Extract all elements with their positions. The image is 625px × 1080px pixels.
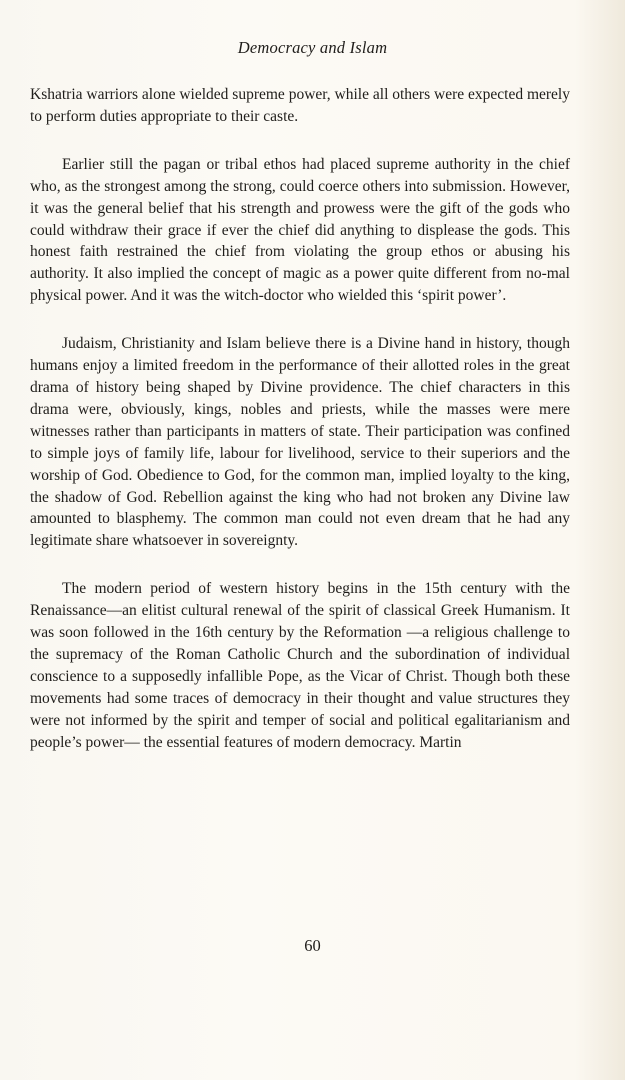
paragraph-modern-period: The modern period of western history begins in the 15th century with the Renaissance—an elitist cultural renewal of the spirit of classical Greek Humanism. It was soon followed in the 16th century by the Reformation —a religious challenge to the supremacy of the Roman Catholic Church and the subordination of individual conscience to a supposedly infallible Pope, as the Vicar of Christ. Though both these movements had some traces of democracy in their thought and value structures they were not informed by the spirit and temper of social and political egalitarianism and people’s power— the essential features of modern democracy. Martin <box>30 580 570 751</box>
running-head: Democracy and Islam <box>237 38 388 57</box>
paragraph-divine-hand: Judaism, Christianity and Islam believe there is a Divine hand in history, though humans enjoy a limited freedom in the performance of their allotted roles in the great drama of history being shaped by Divine providence. The chief characters in this drama were, obviously, kings, nobles and priests, while the masses were mere witnesses rather than participants in matters of state. Their participation was confined to simple joys of family life, labour for livelihood, service to their superiors and the worship of God. Obedience to God, for the common man, implied loyalty to the king, the shadow of God. Rebellion against the king who had not broken any Divine law amounted to blasphemy. The common man could not even dream that he had any legitimate share whatsoever in sovereignty. <box>30 335 570 550</box>
page-number: 60 <box>304 936 321 955</box>
body-text <box>30 84 570 779</box>
paragraph-continued: Kshatria warriors alone wielded supreme power, while all others were expected merely to perform duties appropriate to their caste. <box>30 86 570 125</box>
paragraph-pagan-ethos: Earlier still the pagan or tribal ethos had placed supreme authority in the chief who, as the strongest among the strong, could coerce others into submission. However, it was the general belief that his strength and prowess were the gift of the gods who could withdraw their grace if ever the chief did anything to displease the gods. This honest faith restrained the chief from violating the group ethos or abusing his authority. It also implied the concept of magic as a power quite different from no-mal physical power. And it was the witch-doctor who wielded this ‘spirit power’. <box>30 155 570 305</box>
